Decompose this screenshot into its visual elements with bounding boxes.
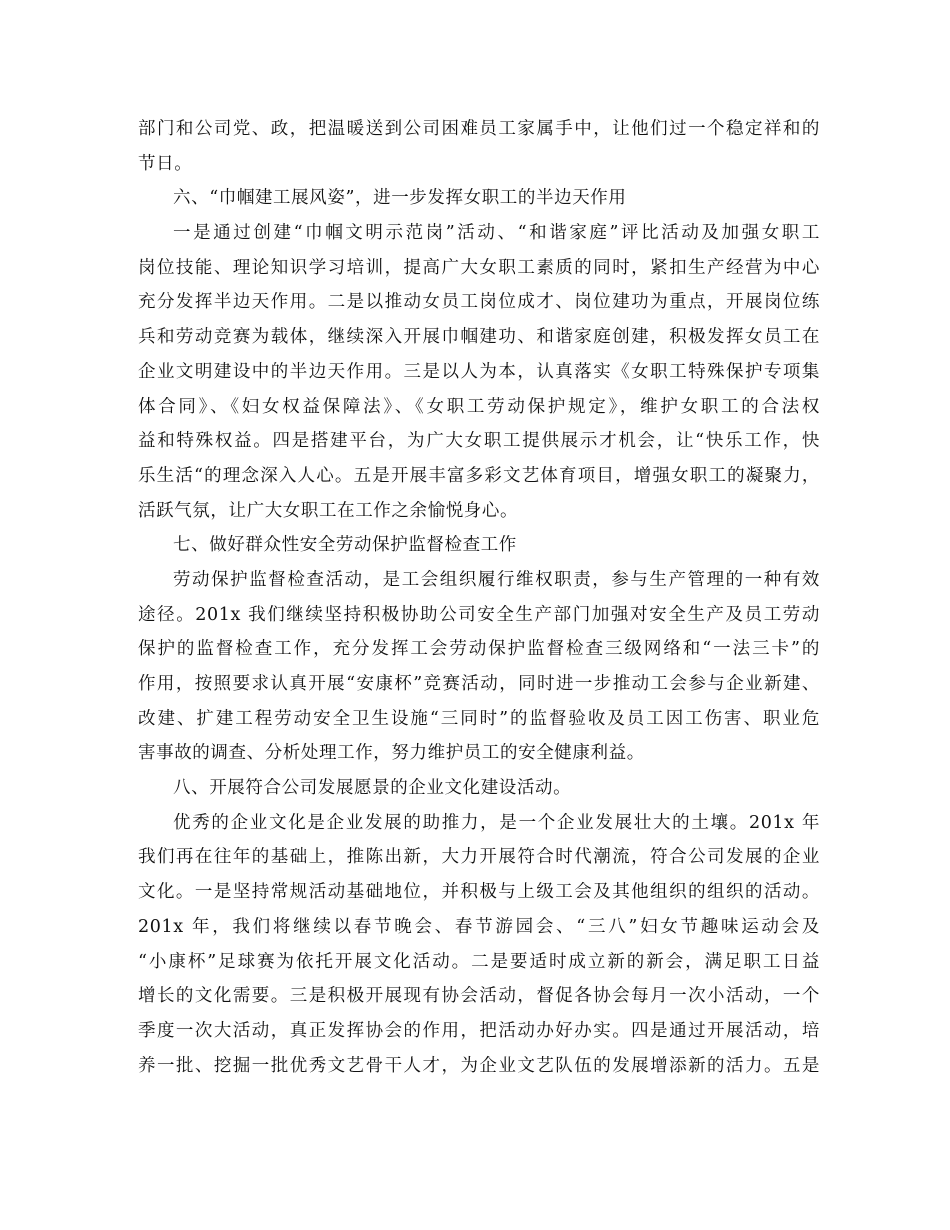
text-line: 岗位技能、理论知识学习培训，提高广大女职工素质的同时，紧扣生产经营为中心 (138, 257, 820, 278)
text-line: “小康杯”足球赛为依托开展文化活动。二是要适时成立新的新会，满足职工日益 (138, 951, 820, 972)
text-line: 改建、扩建工程劳动安全卫生设施“三同时”的监督验收及员工因工伤害、职业危 (138, 708, 820, 729)
text-line: 节日。 (138, 153, 193, 174)
text-line: 优秀的企业文化是企业发展的助推力，是一个企业发展壮大的土壤。201x 年 (173, 812, 820, 833)
text-line: 我们再在往年的基础上，推陈出新，大力开展符合时代潮流，符合公司发展的企业 (138, 847, 820, 868)
text-line: 活跃气氛，让广大女职工在工作之余愉悦身心。 (138, 500, 519, 521)
document-body (138, 112, 820, 1083)
text-line: 201x 年，我们将继续以春节晚会、春节游园会、“三八”妇女节趣味运动会及 (138, 916, 820, 937)
text-line: 害事故的调查、分析处理工作，努力维护员工的安全健康利益。 (138, 743, 645, 764)
text-line: 途径。201x 我们继续坚持积极协助公司安全生产部门加强对安全生产及员工劳动 (138, 604, 820, 625)
text-line: 作用，按照要求认真开展“安康杯”竞赛活动，同时进一步推动工会参与企业新建、 (138, 674, 820, 694)
text-line: 乐生活“的理念深入人心。五是开展丰富多彩文艺体育项目，增强女职工的凝聚力， (138, 465, 820, 486)
text-line: 部门和公司党、政，把温暖送到公司困难员工家属手中，让他们过一个稳定祥和的 (138, 119, 820, 139)
text-line: 增长的文化需要。三是积极开展现有协会活动，督促各协会每月一次小活动，一个 (138, 986, 820, 1007)
text-line: 文化。一是坚持常规活动基础地位，并积极与上级工会及其他组织的组织的活动。 (138, 882, 820, 903)
text-line: 劳动保护监督检查活动，是工会组织履行维权职责，参与生产管理的一种有效 (173, 569, 820, 590)
text-line: 一是通过创建“巾帼文明示范岗”活动、“和谐家庭”评比活动及加强女职工 (173, 223, 820, 244)
text-line: 企业文明建设中的半边天作用。三是以人为本，认真落实《女职工特殊保护专项集 (138, 361, 820, 382)
text-line: 季度一次大活动，真正发挥协会的作用，把活动办好办实。四是通过开展活动，培 (138, 1020, 820, 1041)
text-line: 保护的监督检查工作，充分发挥工会劳动保护监督检查三级网络和“一法三卡”的 (138, 639, 820, 660)
text-line: 七、做好群众性安全劳动保护监督检查工作 (173, 535, 517, 556)
text-line: 兵和劳动竞赛为载体，继续深入开展巾帼建功、和谐家庭创建，积极发挥女员工在 (138, 327, 820, 348)
text-line: 体合同》、《妇女权益保障法》、《女职工劳动保护规定》，维护女职工的合法权 (138, 396, 820, 417)
text-line: 六、“巾帼建工展风姿”，进一步发挥女职工的半边天作用 (173, 188, 627, 209)
text-line: 养一批、挖掘一批优秀文艺骨干人才，为企业文艺队伍的发展增添新的活力。五是 (138, 1055, 820, 1076)
text-line: 益和特殊权益。四是搭建平台，为广大女职工提供展示才机会，让“快乐工作，快 (138, 431, 820, 452)
text-line: 八、开展符合公司发展愿景的企业文化建设活动。 (173, 778, 572, 799)
text-line: 充分发挥半边天作用。二是以推动女员工岗位成才、岗位建功为重点，开展岗位练 (138, 292, 820, 313)
